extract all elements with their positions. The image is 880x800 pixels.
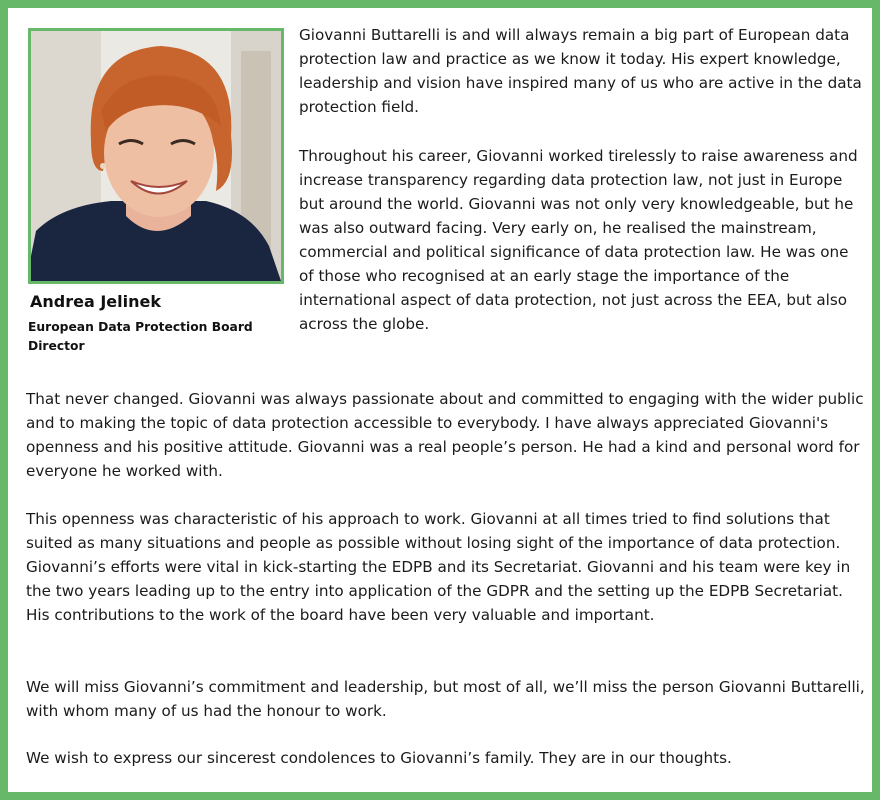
paragraph-farewell: We will miss Giovanni’s commitment and leadership, but most of all, we’ll miss the person Giovanni Buttarelli, with whom many of us had the honour to work. [26,678,865,720]
paragraph-approach: This openness was characteristic of his approach to work. Giovanni at all times tried to find solutions that suited as many situations and people as possible without losing sight of the importance of data protection. Giovanni’s efforts were vital in kick-starting the EDPB and its Secretariat. Giovanni and his team were key in the two years leading up to the entry into application of the GDPR and the setting up the EDPB Secretariat. His contributions to the work of the board have been very valuable and important. [26,510,851,624]
portrait-photo [28,28,284,284]
profile-name: Andrea Jelinek [30,292,161,311]
paragraph-condolences: We wish to express our sincerest condolences to Giovanni’s family. They are in our thoughts. [26,749,732,767]
profile-caption [28,292,288,356]
portrait-illustration [31,31,281,281]
paragraph-career: Throughout his career, Giovanni worked tirelessly to raise awareness and increase transparency regarding data protection law, not just in Europe but around the world. Giovanni was not only very knowledgeable, but he was also outward facing. Very early on, he realised the mainstream, commercial and political significance of data protection law. He was one of those who recognised at an early stage the importance of the international aspect of data protection, not just across the EEA, but also across the globe. [299,147,858,333]
paragraph-engagement: That never changed. Giovanni was always passionate about and committed to engaging with the wider public and to making the topic of data protection accessible to everybody. I have always appreciated Giovanni's openness and his positive attitude. Giovanni was a real people’s person. He had a kind and personal word for everyone he worked with. [26,390,864,480]
paragraph-intro: Giovanni Buttarelli is and will always remain a big part of European data protection law and practice as we know it today. His expert knowledge, leadership and vision have inspired many of us who are active in the data protection field. [299,26,862,116]
profile-role: European Data Protection Board Director [28,320,253,353]
